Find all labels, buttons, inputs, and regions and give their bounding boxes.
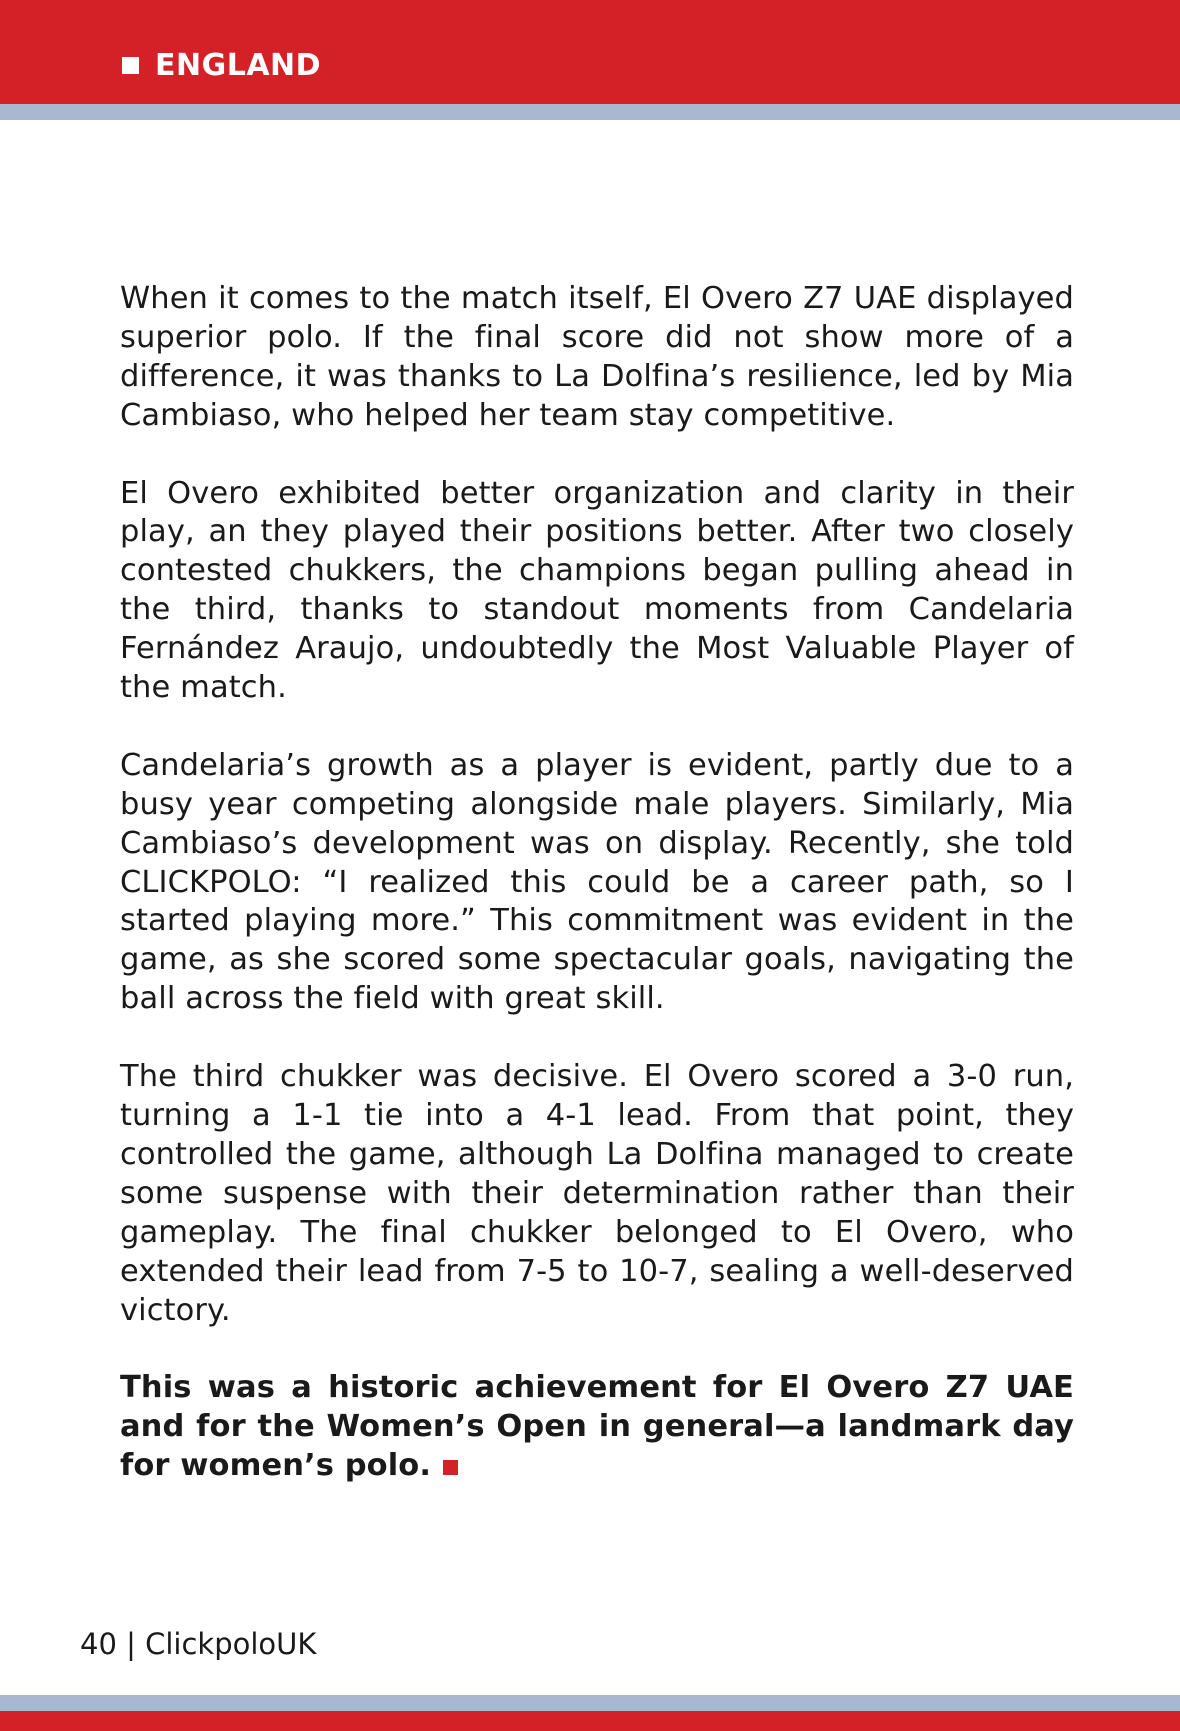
- section-title: ENGLAND: [155, 48, 322, 83]
- paragraph-3: Candelaria’s growth as a player is evident, partly due to a busy year competing alongside male players. Similarly, Mia Cambiaso’s development was on display. Recently, she told CLICKPOLO: “I realized this could be a career path, so I started playing more.” This commitment was evident in the game, as she scored some spectacular goals, navigating the ball across the field with great skill.: [120, 747, 1074, 1017]
- header-stripe: [0, 104, 1180, 120]
- end-square-icon: [443, 1460, 458, 1475]
- square-bullet-icon: [122, 57, 139, 74]
- closing-paragraph: [120, 1369, 1074, 1486]
- footer-stripe: [0, 1695, 1180, 1711]
- page-footer: 40 | ClickpoloUK: [80, 1627, 317, 1661]
- footer-band: [0, 1711, 1180, 1731]
- paragraph-2: El Overo exhibited better organization and clarity in their play, an they played their positions better. After two closely contested chukkers, the champions began pulling ahead in the third, thanks to standout moments from Candelaria Fernández Araujo, undoubtedly the Most Valuable Player of the match.: [120, 475, 1074, 706]
- paragraph-4: The third chukker was decisive. El Overo scored a 3-0 run, turning a 1-1 tie into a 4-1 lead. From that point, they controlled the game, although La Dolfina managed to create some suspense with their determination rather than their gameplay. The final chukker belonged to El Overo, who extended their lead from 7-5 to 10-7, sealing a well-deserved victory.: [120, 1059, 1074, 1328]
- closing-text: This was a historic achievement for El Overo Z7 UAE and for the Women’s Open in general—a landmark day for women’s polo.: [120, 1370, 1074, 1484]
- paragraph-1: When it comes to the match itself, El Overo Z7 UAE displayed superior polo. If the final score did not show more of a difference, it was thanks to La Dolfina’s resilience, led by Mia Cambiaso, who helped her team stay competitive.: [120, 281, 1074, 433]
- article-body: [120, 280, 1074, 1486]
- section-label: [122, 48, 321, 83]
